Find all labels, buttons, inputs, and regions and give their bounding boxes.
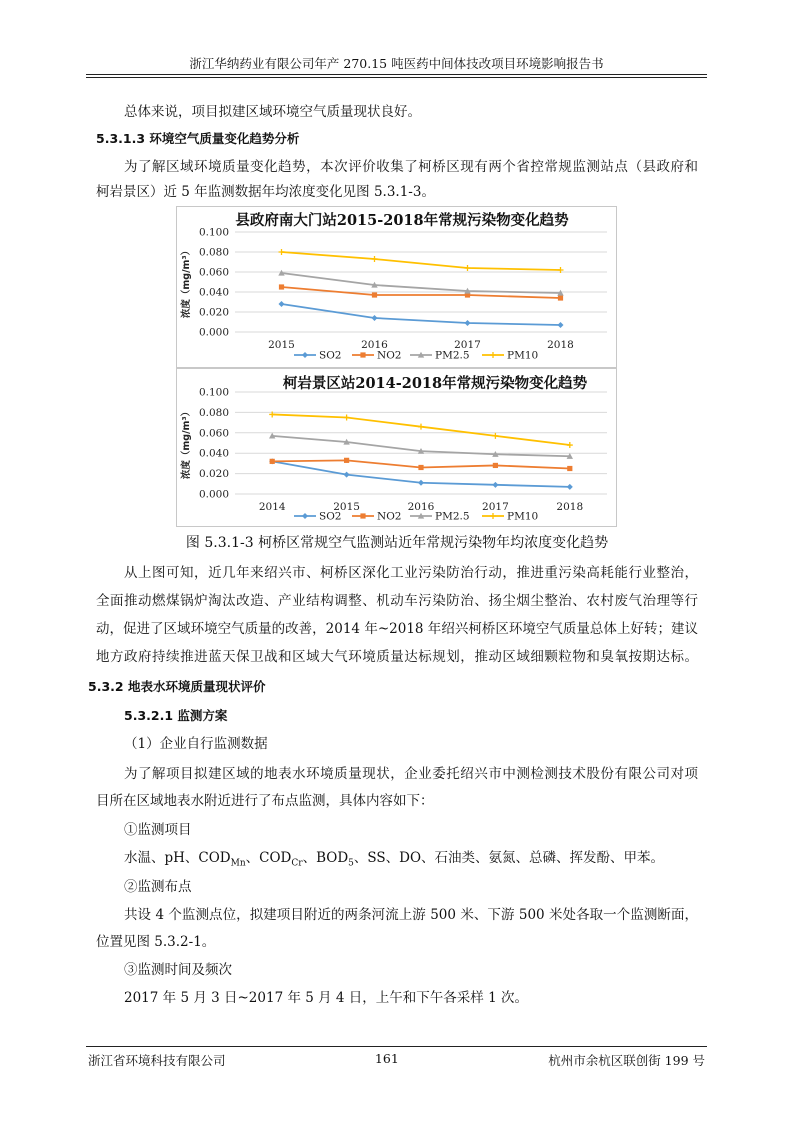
data-point: [567, 484, 573, 490]
y-tick-label: 0.100: [198, 226, 229, 239]
paragraph-points-line2: 位置见图 5.3.2-1。: [96, 934, 216, 950]
paragraph-points-line1: 共设 4 个监测点位，拟建项目附近的两条河流上游 500 米、下游 500 米处各取一个监测断面，: [124, 907, 698, 923]
legend-item: [482, 350, 538, 362]
x-tick-label: 2016: [407, 501, 435, 513]
series-pm10: [279, 249, 564, 273]
legend-item: [294, 350, 341, 362]
series-line: [282, 304, 561, 325]
legend-marker: [302, 513, 308, 519]
x-tick-label: 2015: [268, 339, 295, 351]
chart-county-government-station: [176, 206, 617, 368]
y-tick-label: 0.040: [198, 286, 229, 299]
y-tick-label: 0.020: [198, 306, 229, 319]
figure-caption: 图 5.3.1-3 柯桥区常规空气监测站近年常规污染物年均浓度变化趋势: [185, 535, 609, 551]
data-point: [418, 424, 424, 430]
x-tick-label: 2015: [333, 501, 360, 513]
data-point: [492, 433, 498, 439]
legend-marker: [360, 513, 365, 518]
paragraph-analysis-line3: 动，促进了区域环境空气质量的改善，2014 年~2018 年绍兴柯桥区环境空气质量总体上好转；建议: [96, 621, 698, 637]
monitoring-items-label: ①监测项目: [124, 822, 192, 838]
legend-item: [410, 350, 470, 362]
data-point: [418, 480, 424, 486]
data-point: [270, 459, 275, 464]
x-tick-label: 2017: [482, 501, 509, 513]
data-point: [279, 284, 284, 289]
legend-item: [294, 511, 341, 523]
data-point: [344, 472, 350, 478]
data-point: [465, 265, 471, 271]
legend-item: [352, 350, 401, 362]
footer-page-number: 161: [374, 1051, 399, 1066]
y-tick-label: 0.060: [198, 427, 229, 440]
series-line: [282, 252, 561, 270]
chart-title: 县政府南大门站2015-2018年常规污染物变化趋势: [235, 212, 569, 229]
x-tick-label: 2017: [454, 339, 481, 351]
monitoring-time-text: 2017 年 5 月 3 日~2017 年 5 月 4 日，上午和下午各采样 1 次。: [124, 990, 528, 1006]
section-heading-5-3-1-3: 5.3.1.3 环境空气质量变化趋势分析: [96, 131, 300, 146]
chart-legend: [294, 350, 538, 362]
paragraph-monitoring-line2: 目所在区域地表水附近进行了布点监测，具体内容如下：: [96, 793, 434, 809]
legend-label: SO2: [319, 510, 342, 523]
data-point: [344, 458, 349, 463]
data-point: [567, 442, 573, 448]
series-so2: [269, 458, 573, 490]
footer-address: 杭州市余杭区联创街 199 号: [548, 1053, 705, 1068]
footer-company: 浙江省环境科技有限公司: [88, 1053, 226, 1068]
series-line: [272, 414, 570, 445]
legend-label: PM2.5: [435, 349, 470, 362]
legend-marker: [302, 352, 308, 358]
header-rule-thin: [86, 77, 707, 78]
data-point: [344, 415, 350, 421]
series-so2: [279, 301, 564, 328]
data-point: [279, 301, 285, 307]
data-point: [279, 249, 285, 255]
chart-svg-county: [177, 207, 616, 367]
paragraph-intro-line2: 柯岩景区）近 5 年监测数据年均浓度变化见图 5.3.1-3。: [96, 184, 435, 200]
x-tick-label: 2018: [547, 339, 574, 351]
x-tick-label: 2016: [361, 339, 388, 351]
paragraph-analysis-line4: 地方政府持续推进蓝天保卫战和区域大气环境质量达标规划，推动区域细颗粒物和臭氧按期达标。: [96, 649, 698, 665]
data-point: [418, 465, 423, 470]
paragraph-analysis-line1: 从上图可知，近几年来绍兴市、柯桥区深化工业污染防治行动，推进重污染高耗能行业整治，: [124, 565, 698, 581]
legend-label: SO2: [319, 349, 342, 362]
y-axis-label: 浓度（mg/m³）: [181, 245, 192, 319]
x-tick-label: 2014: [258, 501, 286, 513]
data-point: [372, 315, 378, 321]
page-header: 浙江华纳药业有限公司年产 270.15 吨医药中间体技改项目环境影响报告书: [189, 56, 604, 71]
y-tick-label: 0.060: [198, 266, 229, 279]
legend-label: PM10: [507, 510, 539, 523]
monitoring-points-label: ②监测布点: [124, 879, 192, 895]
data-point: [558, 322, 564, 328]
legend-label: NO2: [377, 510, 402, 523]
paragraph-conclusion: 总体来说，项目拟建区域环境空气质量现状良好。: [124, 104, 421, 120]
y-tick-label: 0.080: [198, 406, 229, 419]
paragraph-item-1: （1）企业自行监测数据: [124, 736, 268, 752]
data-point: [372, 292, 377, 297]
data-point: [558, 295, 563, 300]
legend-marker: [490, 513, 496, 519]
chart-keyan-scenic-station: [176, 368, 617, 527]
legend-label: NO2: [377, 349, 402, 362]
paragraph-monitoring-line1: 为了解项目拟建区域的地表水环境质量现状，企业委托绍兴市中测检测技术股份有限公司对项: [124, 766, 698, 782]
paragraph-intro-line1: 为了解区域环境质量变化趋势，本次评价收集了柯桥区现有两个省控常规监测站点（县政府和: [124, 159, 698, 175]
data-point: [567, 466, 572, 471]
legend-marker: [490, 352, 496, 358]
monitoring-items-list: 水温、pH、$COD_{Mn}$、$COD_{Cr}$、$BOD_5$、SS、DO、石油类、氨氮、总磷、挥发酚、甲苯。: [124, 850, 665, 869]
page-footer: [88, 1051, 705, 1069]
series-pm2-5: [269, 433, 573, 459]
y-tick-label: 0.020: [198, 468, 229, 481]
data-point: [493, 463, 498, 468]
y-tick-label: 0.000: [198, 488, 229, 501]
section-heading-5-3-2: 5.3.2 地表水环境质量现状评价: [88, 679, 266, 694]
data-point: [372, 256, 378, 262]
x-tick-label: 2018: [556, 501, 584, 513]
data-point: [465, 320, 471, 326]
monitoring-time-label: ③监测时间及频次: [124, 962, 232, 978]
y-tick-label: 0.000: [198, 326, 229, 339]
chart-title: 柯岩景区站2014-2018年常规污染物变化趋势: [282, 375, 588, 392]
legend-label: PM2.5: [435, 510, 470, 523]
legend-label: PM10: [507, 349, 539, 362]
y-tick-label: 0.100: [198, 386, 229, 399]
y-axis-label: 浓度（mg/m³）: [181, 406, 192, 480]
section-heading-5-3-2-1: 5.3.2.1 监测方案: [124, 708, 228, 723]
header-rule: [86, 74, 707, 75]
chart-svg-keyan: [177, 369, 616, 526]
y-tick-label: 0.080: [198, 246, 229, 259]
footer-rule: [86, 1046, 707, 1047]
series-pm10: [269, 411, 573, 448]
paragraph-analysis-line2: 全面推动燃煤锅炉淘汰改造、产业结构调整、机动车污染防治、扬尘烟尘整治、农村废气治理等行: [96, 593, 698, 609]
legend-marker: [360, 352, 365, 357]
y-tick-label: 0.040: [198, 447, 229, 460]
data-point: [492, 482, 498, 488]
